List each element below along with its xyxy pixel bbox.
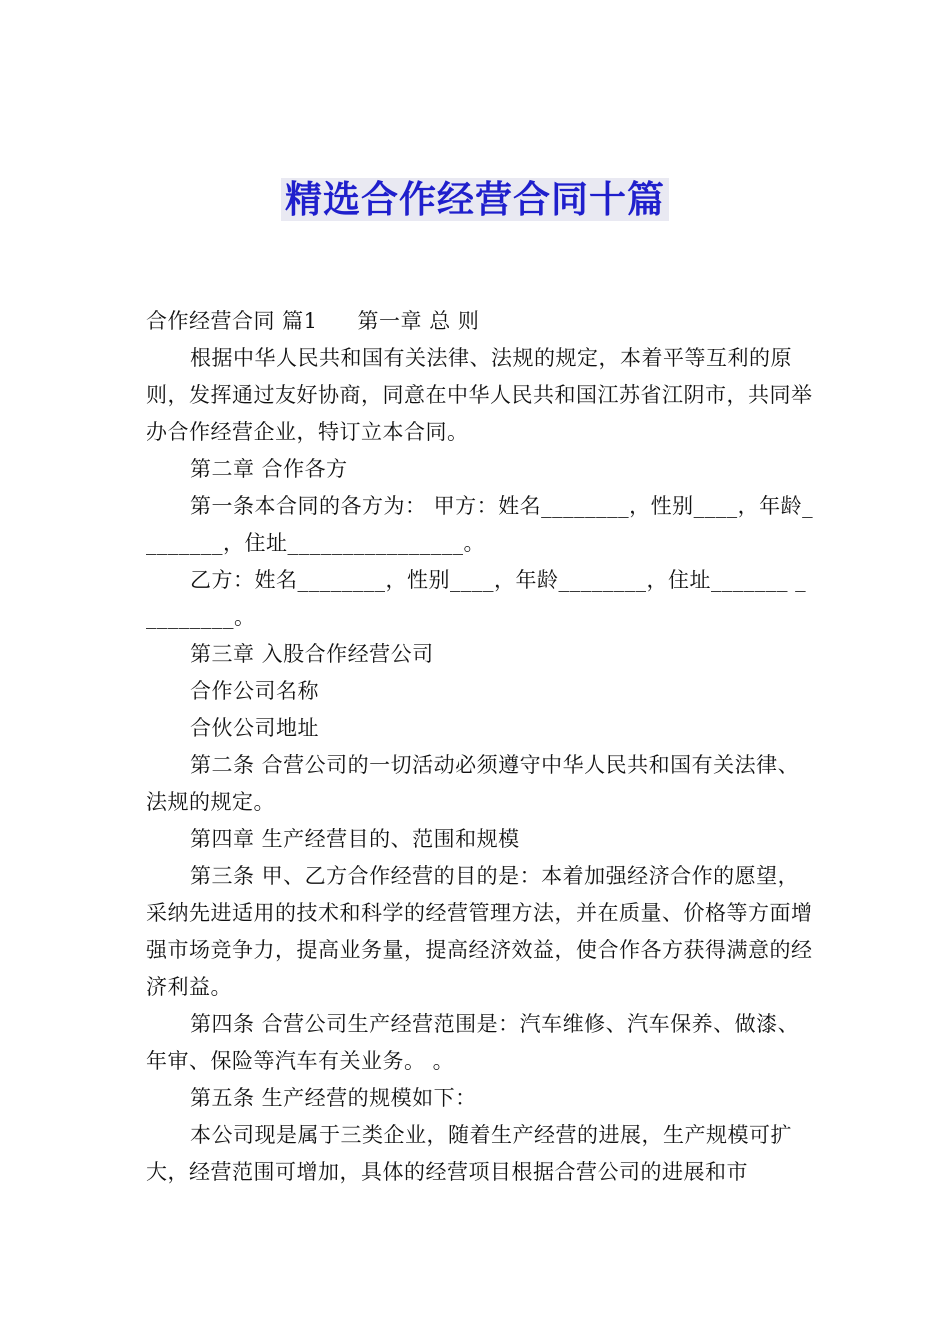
paragraph: 第三条 甲、乙方合作经营的目的是：本着加强经济合作的愿望，采纳先进适用的技术和科学的经营管理方法，并在质量、价格等方面增强市场竞争力，提高业务量，提高经济效益，使合作各方获得满意的经济利益。: [146, 864, 813, 999]
paragraph: 本公司现是属于三类企业，随着生产经营的进展，生产规模可扩大，经营范围可增加，具体的经营项目根据合营公司的进展和市: [146, 1123, 792, 1184]
document-title-text: 精选合作经营合同十篇: [281, 178, 669, 221]
document-title: [0, 176, 950, 224]
paragraph: 第五条 生产经营的规模如下：: [190, 1086, 477, 1110]
paragraph: 第三章 入股合作经营公司: [190, 642, 434, 666]
paragraph: 第二章 合作各方: [190, 457, 348, 481]
document-body: [146, 303, 814, 1191]
paragraph: 乙方：姓名________，性别____，年龄________，住址_______ _________。: [146, 568, 807, 629]
paragraph: 第一条本合同的各方为： 甲方：姓名________，性别____，年龄________，住址________________。: [146, 494, 814, 555]
paragraph: 第四条 合营公司生产经营范围是：汽车维修、汽车保养、做漆、年审、保险等汽车有关业务。 。: [146, 1012, 800, 1073]
section-heading: [146, 303, 814, 340]
chapter-heading: 第一章 总 则: [357, 309, 480, 333]
paragraph: 第二条 合营公司的一切活动必须遵守中华人民共和国有关法律、法规的规定。: [146, 753, 800, 814]
paragraph: 根据中华人民共和国有关法律、法规的规定，本着平等互利的原则，发挥通过友好协商，同意在中华人民共和国江苏省江阴市，共同举办合作经营企业，特订立本合同。: [146, 346, 813, 444]
paragraph: 合伙公司地址: [190, 716, 319, 740]
paragraph: 第四章 生产经营目的、范围和规模: [190, 827, 520, 851]
part-heading: 合作经营合同 篇1: [146, 309, 318, 333]
paragraph: 合作公司名称: [190, 679, 319, 703]
